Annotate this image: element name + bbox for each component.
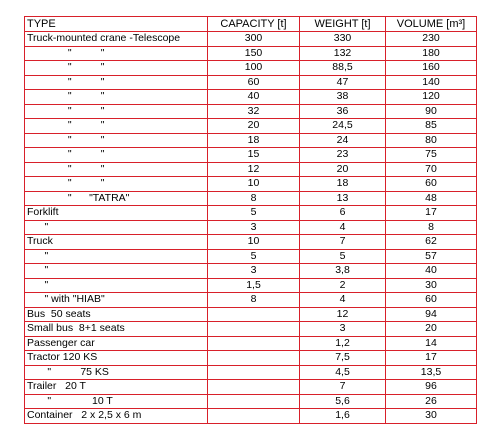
cell-type: Tractor 120 KS bbox=[25, 351, 208, 366]
cell-capacity: 18 bbox=[208, 133, 300, 148]
cell-weight: 4 bbox=[300, 220, 386, 235]
cell-weight: 2 bbox=[300, 278, 386, 293]
cell-weight: 1,2 bbox=[300, 336, 386, 351]
cell-capacity bbox=[208, 322, 300, 337]
cell-volume: 60 bbox=[386, 177, 477, 192]
cell-type: " " bbox=[25, 46, 208, 61]
cell-volume: 14 bbox=[386, 336, 477, 351]
cell-capacity: 15 bbox=[208, 148, 300, 163]
cell-capacity bbox=[208, 365, 300, 380]
cell-capacity: 1,5 bbox=[208, 278, 300, 293]
cell-weight: 3,8 bbox=[300, 264, 386, 279]
table-row bbox=[25, 249, 477, 264]
header-capacity: CAPACITY [t] bbox=[208, 17, 300, 32]
table-row bbox=[25, 191, 477, 206]
cell-volume: 96 bbox=[386, 380, 477, 395]
cell-volume: 230 bbox=[386, 32, 477, 47]
cell-type: " " bbox=[25, 148, 208, 163]
cell-capacity bbox=[208, 409, 300, 424]
cell-volume: 48 bbox=[386, 191, 477, 206]
cell-weight: 132 bbox=[300, 46, 386, 61]
table-row bbox=[25, 409, 477, 424]
cell-capacity: 32 bbox=[208, 104, 300, 119]
table-row bbox=[25, 32, 477, 47]
cell-volume: 85 bbox=[386, 119, 477, 134]
cell-type: " " bbox=[25, 177, 208, 192]
cell-weight: 23 bbox=[300, 148, 386, 163]
cell-volume: 26 bbox=[386, 394, 477, 409]
equipment-table-container bbox=[24, 16, 477, 424]
cell-weight: 24 bbox=[300, 133, 386, 148]
cell-capacity: 20 bbox=[208, 119, 300, 134]
cell-type: " 75 KS bbox=[25, 365, 208, 380]
table-row bbox=[25, 61, 477, 76]
cell-type: Passenger car bbox=[25, 336, 208, 351]
cell-type: Container 2 x 2,5 x 6 m bbox=[25, 409, 208, 424]
table-row bbox=[25, 148, 477, 163]
cell-weight: 5,6 bbox=[300, 394, 386, 409]
cell-volume: 140 bbox=[386, 75, 477, 90]
table-row bbox=[25, 119, 477, 134]
cell-capacity: 12 bbox=[208, 162, 300, 177]
cell-volume: 17 bbox=[386, 206, 477, 221]
cell-type: " with "HIAB" bbox=[25, 293, 208, 308]
table-row bbox=[25, 75, 477, 90]
cell-weight: 36 bbox=[300, 104, 386, 119]
cell-type: " "TATRA" bbox=[25, 191, 208, 206]
cell-type: Forklift bbox=[25, 206, 208, 221]
cell-volume: 40 bbox=[386, 264, 477, 279]
cell-type: Truck bbox=[25, 235, 208, 250]
cell-capacity: 100 bbox=[208, 61, 300, 76]
cell-type: " " bbox=[25, 104, 208, 119]
cell-volume: 30 bbox=[386, 409, 477, 424]
table-row bbox=[25, 278, 477, 293]
cell-volume: 17 bbox=[386, 351, 477, 366]
cell-type: " " bbox=[25, 61, 208, 76]
cell-volume: 94 bbox=[386, 307, 477, 322]
table-row bbox=[25, 365, 477, 380]
cell-type: " bbox=[25, 220, 208, 235]
cell-weight: 7 bbox=[300, 235, 386, 250]
table-row bbox=[25, 264, 477, 279]
cell-weight: 24,5 bbox=[300, 119, 386, 134]
cell-weight: 20 bbox=[300, 162, 386, 177]
cell-capacity: 300 bbox=[208, 32, 300, 47]
cell-weight: 6 bbox=[300, 206, 386, 221]
cell-type: " " bbox=[25, 119, 208, 134]
cell-capacity: 3 bbox=[208, 264, 300, 279]
cell-volume: 75 bbox=[386, 148, 477, 163]
header-type: TYPE bbox=[25, 17, 208, 32]
cell-type: " 10 T bbox=[25, 394, 208, 409]
cell-weight: 4 bbox=[300, 293, 386, 308]
cell-weight: 330 bbox=[300, 32, 386, 47]
cell-type: Bus 50 seats bbox=[25, 307, 208, 322]
cell-volume: 20 bbox=[386, 322, 477, 337]
cell-capacity bbox=[208, 394, 300, 409]
table-row bbox=[25, 307, 477, 322]
cell-type: " bbox=[25, 278, 208, 293]
cell-weight: 47 bbox=[300, 75, 386, 90]
cell-capacity: 40 bbox=[208, 90, 300, 105]
header-volume: VOLUME [m³] bbox=[386, 17, 477, 32]
table-row bbox=[25, 380, 477, 395]
cell-volume: 8 bbox=[386, 220, 477, 235]
cell-weight: 18 bbox=[300, 177, 386, 192]
table-row bbox=[25, 322, 477, 337]
table-row bbox=[25, 293, 477, 308]
table-header bbox=[25, 17, 477, 32]
cell-volume: 13,5 bbox=[386, 365, 477, 380]
cell-volume: 160 bbox=[386, 61, 477, 76]
cell-volume: 57 bbox=[386, 249, 477, 264]
cell-volume: 90 bbox=[386, 104, 477, 119]
cell-type: " " bbox=[25, 162, 208, 177]
cell-weight: 38 bbox=[300, 90, 386, 105]
table-row bbox=[25, 177, 477, 192]
equipment-table bbox=[24, 16, 477, 424]
cell-capacity: 150 bbox=[208, 46, 300, 61]
table-row bbox=[25, 104, 477, 119]
cell-weight: 7,5 bbox=[300, 351, 386, 366]
cell-capacity: 3 bbox=[208, 220, 300, 235]
cell-weight: 5 bbox=[300, 249, 386, 264]
table-row bbox=[25, 351, 477, 366]
cell-weight: 1,6 bbox=[300, 409, 386, 424]
cell-volume: 120 bbox=[386, 90, 477, 105]
table-body bbox=[25, 32, 477, 424]
header-row bbox=[25, 17, 477, 32]
table-row bbox=[25, 235, 477, 250]
table-row bbox=[25, 336, 477, 351]
cell-capacity bbox=[208, 380, 300, 395]
table-row bbox=[25, 162, 477, 177]
cell-type: Small bus 8+1 seats bbox=[25, 322, 208, 337]
cell-volume: 60 bbox=[386, 293, 477, 308]
cell-type: Truck-mounted crane -Telescope bbox=[25, 32, 208, 47]
header-weight: WEIGHT [t] bbox=[300, 17, 386, 32]
cell-capacity: 5 bbox=[208, 206, 300, 221]
cell-type: " bbox=[25, 249, 208, 264]
cell-weight: 4,5 bbox=[300, 365, 386, 380]
table-row bbox=[25, 46, 477, 61]
cell-type: " " bbox=[25, 90, 208, 105]
cell-type: " bbox=[25, 264, 208, 279]
cell-capacity bbox=[208, 307, 300, 322]
table-row bbox=[25, 220, 477, 235]
cell-weight: 12 bbox=[300, 307, 386, 322]
cell-capacity: 10 bbox=[208, 235, 300, 250]
cell-type: " " bbox=[25, 75, 208, 90]
cell-capacity bbox=[208, 351, 300, 366]
cell-weight: 88,5 bbox=[300, 61, 386, 76]
cell-capacity: 8 bbox=[208, 293, 300, 308]
table-row bbox=[25, 90, 477, 105]
cell-type: " " bbox=[25, 133, 208, 148]
cell-capacity: 10 bbox=[208, 177, 300, 192]
cell-volume: 70 bbox=[386, 162, 477, 177]
cell-weight: 3 bbox=[300, 322, 386, 337]
cell-volume: 30 bbox=[386, 278, 477, 293]
table-row bbox=[25, 206, 477, 221]
cell-type: Trailer 20 T bbox=[25, 380, 208, 395]
cell-weight: 7 bbox=[300, 380, 386, 395]
table-row bbox=[25, 394, 477, 409]
cell-volume: 62 bbox=[386, 235, 477, 250]
table-row bbox=[25, 133, 477, 148]
cell-capacity: 5 bbox=[208, 249, 300, 264]
cell-capacity: 8 bbox=[208, 191, 300, 206]
cell-weight: 13 bbox=[300, 191, 386, 206]
cell-volume: 80 bbox=[386, 133, 477, 148]
cell-capacity: 60 bbox=[208, 75, 300, 90]
cell-capacity bbox=[208, 336, 300, 351]
cell-volume: 180 bbox=[386, 46, 477, 61]
